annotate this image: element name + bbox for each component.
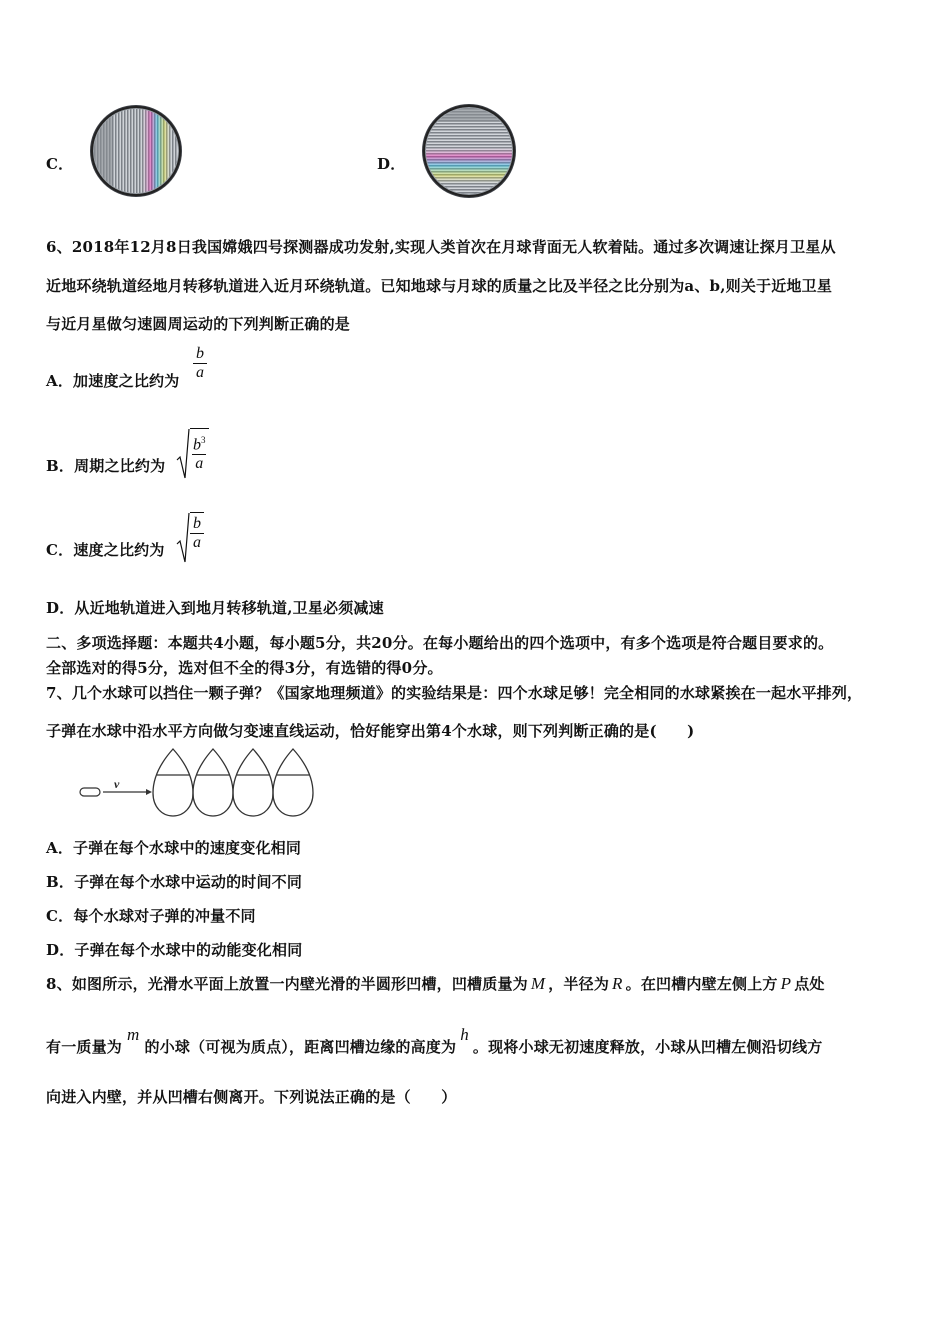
- symbol-m: m: [127, 1025, 140, 1044]
- q7-option-c: C．每个水球对子弹的冲量不同: [46, 907, 256, 925]
- water-ball-4: [273, 749, 313, 816]
- q6-option-d: D．从近地轨道进入到地月转移轨道,卫星必须减速: [46, 599, 384, 617]
- water-ball-1: [153, 749, 193, 816]
- q6-stem-line-1: 6、2018年12月8日我国嫦娥四号探测器成功发射,实现人类首次在月球背面无人软着陆。通过多次调速让探月卫星从: [46, 238, 836, 256]
- section-2-header-line-2: 全部选对的得5分，选对但不全的得3分，有选错的得0分。: [46, 659, 443, 677]
- q6-option-b-text: B．周期之比约为: [46, 457, 166, 475]
- q6-stem-line-2: 近地环绕轨道经地月转移轨道进入近月环绕轨道。已知地球与月球的质量之比及半径之比分别为a、b,则关于近地卫星: [46, 277, 833, 295]
- q7-option-a: A．子弹在每个水球中的速度变化相同: [46, 839, 302, 857]
- fraction-denominator: a: [192, 454, 206, 473]
- q7-option-b: B．子弹在每个水球中运动的时间不同: [46, 873, 303, 891]
- fraction-numerator: b: [196, 345, 204, 362]
- q7-stem-line-1: 7、几个水球可以挡住一颗子弹？《国家地理频道》的实验结果是：四个水球足够！完全相同的水球紧挨在一起水平排列，: [46, 684, 863, 702]
- fraction-numerator: b: [193, 515, 201, 532]
- q6-option-c: [46, 539, 165, 560]
- q6-option-a-text: A．加速度之比约为: [46, 372, 180, 390]
- q7-stem-line-2: 子弹在水球中沿水平方向做匀变速直线运动，恰好能穿出第4个水球，则下列判断正确的是( ): [46, 722, 695, 740]
- symbol-M: M: [530, 974, 546, 993]
- q6-stem-line-3: 与近月星做匀速圆周运动的下列判断正确的是: [46, 315, 351, 333]
- q6-option-a: [46, 370, 179, 391]
- radicand-fraction: [190, 428, 209, 480]
- q6-option-b: [46, 455, 165, 476]
- q8-stem-line-2: 有一质量为m的小球（可视为质点），距离凹槽边缘的高度为h。现将小球无初速度释放，小球从凹槽左侧沿切线方: [46, 1025, 823, 1056]
- section-2-header-line-1: 二、多项选择题：本题共4小题，每小题5分，共20分。在每小题给出的四个选项中，有多个选项是符合题目要求的。: [46, 634, 834, 652]
- radical-sign-icon: [176, 428, 190, 480]
- option-c-label: C．: [46, 155, 74, 173]
- option-d-label: D．: [377, 155, 406, 173]
- fraction-denominator: a: [190, 533, 204, 552]
- fraction-b-over-a: [193, 345, 207, 382]
- q6-option-c-text: C．速度之比约为: [46, 541, 165, 559]
- symbol-R: R: [612, 974, 623, 993]
- sqrt-b-over-a: [176, 512, 204, 564]
- sqrt-b-cubed-over-a: [176, 428, 209, 480]
- water-ball-2: [193, 749, 233, 816]
- water-balls-diagram: [78, 745, 318, 820]
- bullet-icon: [80, 788, 100, 796]
- q8-stem-line-1: 8、如图所示，光滑水平面上放置一内壁光滑的半圆形凹槽，凹槽质量为 M ，半径为 R 。在凹槽内壁左侧上方 P 点处: [46, 974, 825, 993]
- velocity-label: v: [114, 777, 120, 791]
- fraction-denominator: a: [193, 363, 207, 382]
- interference-pattern-c-image: [88, 103, 184, 199]
- symbol-P: P: [780, 974, 792, 993]
- symbol-h: h: [460, 1025, 469, 1044]
- q8-stem-line-3: 向进入内壁，并从凹槽右侧离开。下列说法正确的是（ ）: [46, 1088, 457, 1106]
- interference-pattern-d-image: [420, 102, 518, 200]
- q7-option-d: D．子弹在每个水球中的动能变化相同: [46, 941, 303, 959]
- water-ball-3: [233, 749, 273, 816]
- radicand-fraction: [190, 512, 204, 564]
- fraction-numerator: $b^3$: [193, 435, 206, 454]
- radical-sign-icon: [176, 512, 190, 564]
